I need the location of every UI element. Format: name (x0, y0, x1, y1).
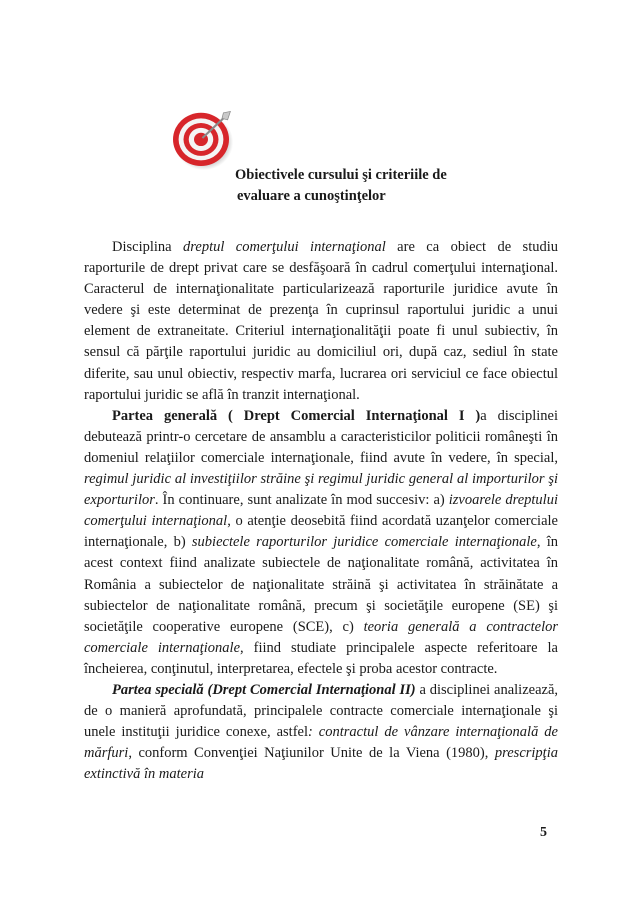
page-number: 5 (540, 825, 547, 840)
text-run: , conform Convenţiei Naţiunilor Unite de la Viena (1980), (128, 745, 495, 762)
text-run: a disciplinei debutează printr-o cercetare de ansamblu a caracteristicilor politicii româneşti în domeniul relaţiilor comerciale internaţionale, fiind avute în vedere, în special, (84, 407, 558, 466)
text-run: : contractul de vânzare internaţională de mărfuri (84, 724, 558, 762)
text-run: are ca obiect de studiu raporturile de drept privat care se desfăşoară în cadrul comerţului internaţional. Caracterul de internaţionalitate particularizează raporturile juridice avute în vedere şi este determinat de prezenţa în cuprinsul raportului juridic a unui element de extraneitate. Criteriul internaţionalităţii poate fi unul subiectiv, în sensul că părţile raportului juridic au domiciliul ori, după caz, sediul în state diferite, sau unul obiectiv, respectiv marfa, lucrarea ori serviciul ce face obiectul raportului juridic se află în tranzit internaţional. (84, 239, 559, 403)
heading-line-2: evaluare a cunoştinţelor (237, 188, 386, 204)
text-run: dreptul comerţului internaţional (183, 239, 386, 255)
paragraph (84, 406, 558, 680)
paragraph (84, 237, 558, 406)
text-run: Partea generală ( Drept Comercial Internaţional I ) (112, 407, 481, 424)
text-run: regimul juridic al investiţiilor străine şi regimul juridic general al importurilor şi exporturilor (84, 471, 558, 509)
text-run: prescripţia extinctivă în materia (84, 745, 558, 783)
heading-line-1: Obiectivele cursului şi criteriile de (235, 167, 447, 183)
text-run: subiectele raporturilor juridice comerciale internaţionale (191, 534, 537, 551)
text-run: Partea specială (Drept Comercial Internaţional II) (112, 681, 416, 698)
text-run: . În continuare, sunt analizate în mod succesiv: a) (154, 492, 449, 509)
section-heading (235, 165, 535, 207)
body-text (84, 237, 558, 785)
text-run: , o atenţie deosebită fiind acordată uzanţelor comerciale internaţionale, b) (84, 513, 558, 551)
text-run: , fiind studiate principalele aspecte referitoare la încheierea, conţinutul, interpretarea, efectele şi proba acestor contracte. (84, 639, 558, 677)
paragraph (84, 680, 558, 785)
text-run: a disciplinei analizează, de o manieră aprofundată, principalele contracte comerciale internaţionale şi unele instituţii juridice conexe, astfel (84, 681, 559, 741)
text-run: teoria generală a contractelor comerciale internaţionale (84, 618, 558, 656)
text-run: Disciplina (112, 239, 184, 255)
target-dart-icon (166, 103, 236, 173)
text-run: , în acest context fiind analizate subiectele de naţionalitate română, activitatea în România a subiectelor de naţionalitate străină şi activitatea în străinătate a subiectelor de naţionalitate română, precum şi societăţile europene (SE) şi societăţile cooperative europene (SCE), c) (84, 534, 559, 635)
text-run: izvoarele dreptului comerţului internaţional (84, 492, 558, 530)
